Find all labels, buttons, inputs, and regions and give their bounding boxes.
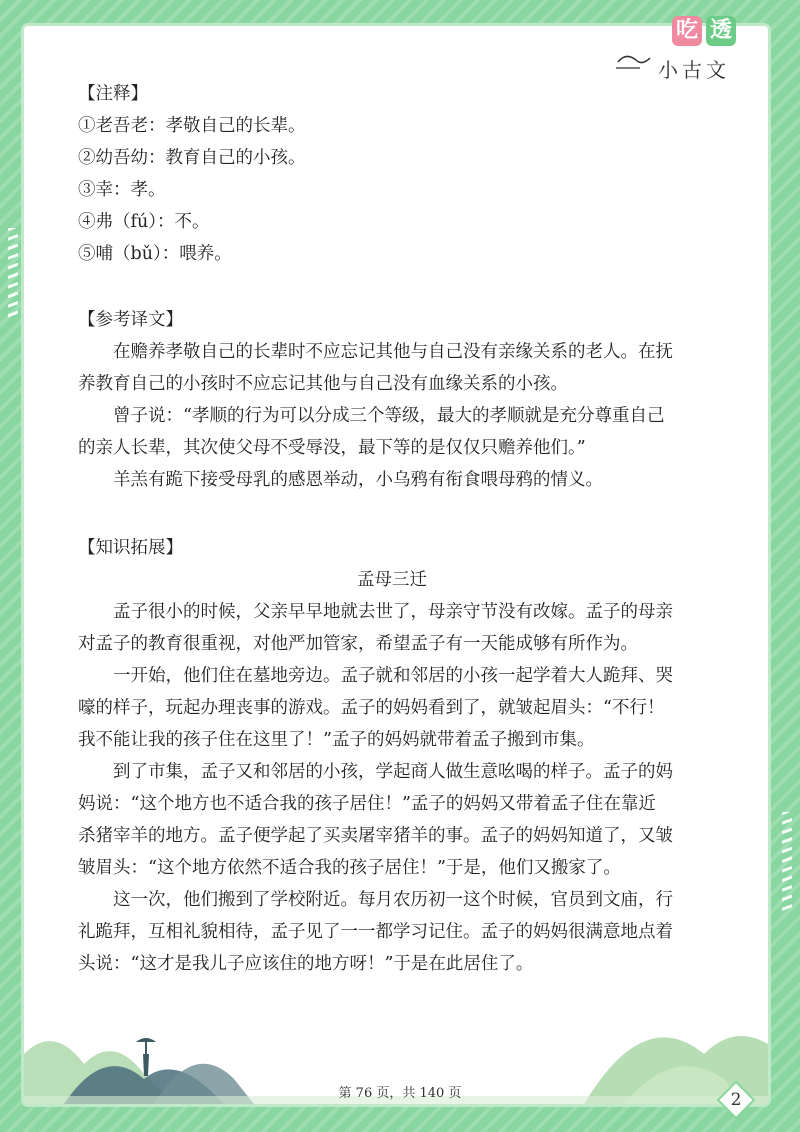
story-line: 一开始，他们住在墓地旁边。孟子就和邻居的小孩一起学着大人跪拜、哭 xyxy=(113,666,673,686)
note-item: ④弗（fú）：不。 xyxy=(78,212,210,232)
story-line: 我不能让我的孩子住在这里了！”孟子的妈妈就带着孟子搬到市集。 xyxy=(78,730,595,750)
extension-heading: 【知识拓展】 xyxy=(78,538,183,558)
story-line: 到了市集，孟子又和邻居的小孩，学起商人做生意吆喝的样子。孟子的妈 xyxy=(113,762,673,782)
translation-heading: 【参考译文】 xyxy=(78,310,183,330)
story-line: 这一次，他们搬到了学校附近。每月农历初一这个时候，官员到文庙，行 xyxy=(113,890,673,910)
note-item: ②幼吾幼：教育自己的小孩。 xyxy=(78,148,306,168)
note-item: ①老吾老：孝敬自己的长辈。 xyxy=(78,116,306,136)
logo-subtitle: 小古文 xyxy=(658,58,730,82)
brand-logo xyxy=(614,10,754,80)
note-item: ⑤哺（bǔ）：喂养。 xyxy=(78,244,232,264)
translation-line: 在赡养孝敬自己的长辈时不应忘记其他与自己没有亲缘关系的老人。在抚 xyxy=(113,342,673,362)
right-stripe-decoration xyxy=(782,812,792,912)
story-line: 礼跪拜，互相礼貌相待，孟子见了一一都学习记住。孟子的妈妈很满意地点着 xyxy=(78,922,673,942)
page-number-badge xyxy=(716,1080,756,1120)
story-line: 妈说：“这个地方也不适合我的孩子居住！”孟子的妈妈又带着孟子住在靠近 xyxy=(78,794,656,814)
page-info: 第 76 页，共 140 页 xyxy=(338,1086,462,1101)
translation-line: 羊羔有跪下接受母乳的感恩举动，小乌鸦有衔食喂母鸦的情义。 xyxy=(113,470,603,490)
logo-char-1: 吃 xyxy=(672,16,702,46)
story-line: 对孟子的教育很重视，对他严加管家，希望孟子有一天能成够有所作为。 xyxy=(78,634,638,654)
translation-line: 养教育自己的小孩时不应忘记其他与自己没有血缘关系的小孩。 xyxy=(78,374,568,394)
story-line: 杀猪宰羊的地方。孟子便学起了买卖屠宰猪羊的事。孟子的妈妈知道了，又皱 xyxy=(78,826,673,846)
logo-char-2: 透 xyxy=(706,16,736,46)
story-line: 孟子很小的时候，父亲早早地就去世了，母亲守节没有改嫁。孟子的母亲 xyxy=(113,602,673,622)
story-title: 孟母三迁 xyxy=(357,570,427,590)
translation-line: 曾子说：“孝顺的行为可以分成三个等级，最大的孝顺就是充分尊重自己 xyxy=(113,406,665,426)
translation-line: 的亲人长辈，其次使父母不受辱没，最下等的是仅仅只赡养他们。” xyxy=(78,438,586,458)
story-line: 头说：“这才是我儿子应该住的地方呀！”于是在此居住了。 xyxy=(78,954,534,974)
left-stripe-decoration xyxy=(8,228,18,318)
note-item: ③幸：孝。 xyxy=(78,180,166,200)
notes-heading: 【注释】 xyxy=(78,84,148,104)
document-body xyxy=(78,78,706,980)
story-line: 嚎的样子，玩起办理丧事的游戏。孟子的妈妈看到了，就皱起眉头：“不行！ xyxy=(78,698,665,718)
story-line: 皱眉头：“这个地方依然不适合我的孩子居住！”于是，他们又搬家了。 xyxy=(78,858,621,878)
page-number: 2 xyxy=(730,1090,742,1110)
